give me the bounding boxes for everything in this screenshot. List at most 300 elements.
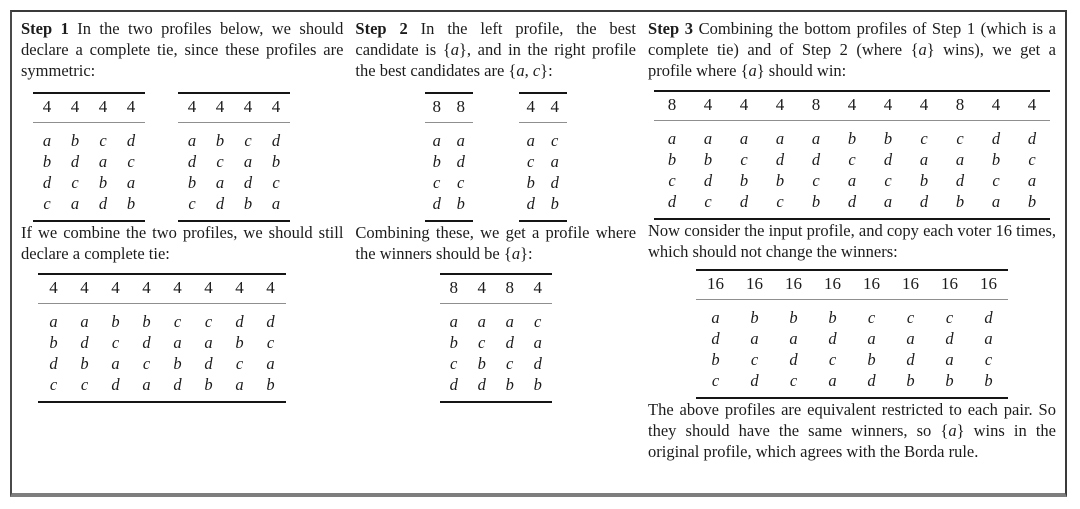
voter-count-cell: 8: [449, 93, 473, 123]
profile-table: [38, 273, 286, 403]
candidate-cell: a: [243, 151, 253, 171]
step3-copy-paragraph: [648, 220, 1056, 262]
voter-count-cell: 4: [519, 93, 543, 123]
voter-count-cell: 4: [89, 93, 117, 123]
candidate-cell: c: [551, 130, 559, 150]
candidate-cell: a: [667, 128, 677, 148]
voter-count-cell: 4: [61, 93, 89, 123]
candidate-cell: b: [847, 128, 857, 148]
voter-count-cell: 16: [969, 270, 1008, 300]
candidate-cell: b: [984, 370, 993, 390]
step3-input-profile-table-wrap: [648, 269, 1056, 399]
candidate-cell: d: [945, 328, 954, 348]
text-run: a: [516, 61, 525, 80]
candidate-cell: d: [711, 328, 720, 348]
voter-count-cell: 16: [735, 270, 774, 300]
candidate-cell: d: [215, 193, 225, 213]
candidate-cell: b: [477, 353, 486, 373]
text-run: {: [503, 244, 512, 263]
voter-count-cell: 4: [690, 91, 726, 121]
candidate-cell: d: [142, 332, 151, 352]
candidate-cell: a: [432, 130, 441, 150]
preference-row: [440, 304, 552, 333]
candidate-cell: c: [506, 353, 514, 373]
candidate-cell: c: [704, 191, 712, 211]
preference-row: [425, 193, 473, 221]
text-run: }, and in the right profile the best candidates are: [355, 40, 637, 80]
candidate-cell: c: [244, 130, 252, 150]
preference-row: [696, 349, 1008, 370]
candidate-cell: a: [111, 353, 120, 373]
voter-count-cell: 8: [425, 93, 449, 123]
text-run: Step 2: [355, 19, 408, 38]
text-run: {: [442, 40, 451, 59]
candidate-cell: d: [477, 374, 486, 394]
candidate-cell: c: [984, 349, 993, 369]
candidate-cell: c: [1028, 149, 1036, 169]
candidate-cell: c: [216, 151, 224, 171]
candidate-cell: b: [215, 130, 225, 150]
voter-count-cell: 8: [798, 91, 834, 121]
text-run: a: [748, 61, 757, 80]
candidate-cell: a: [204, 332, 213, 352]
preference-row: [38, 332, 286, 353]
text-run: Step 3: [648, 19, 694, 38]
preference-row: [425, 123, 473, 152]
profile-table: [654, 90, 1050, 220]
candidate-cell: c: [173, 311, 182, 331]
preference-row: [425, 172, 473, 193]
candidate-cell: b: [235, 332, 244, 352]
candidate-cell: b: [126, 193, 136, 213]
text-run: a: [450, 40, 459, 59]
profile-table: [440, 273, 552, 403]
candidate-cell: b: [739, 170, 749, 190]
text-run: a: [918, 40, 927, 59]
candidate-cell: a: [456, 130, 465, 150]
text-run: {: [940, 421, 949, 440]
candidate-cell: d: [775, 149, 785, 169]
candidate-cell: a: [49, 311, 58, 331]
candidate-cell: b: [526, 172, 535, 192]
candidate-cell: b: [271, 151, 281, 171]
candidate-cell: b: [991, 149, 1001, 169]
candidate-cell: a: [187, 130, 197, 150]
candidate-cell: c: [127, 151, 135, 171]
candidate-cell: d: [266, 311, 275, 331]
candidate-cell: c: [750, 349, 759, 369]
candidate-cell: c: [450, 353, 458, 373]
candidate-cell: a: [215, 172, 225, 192]
candidate-cell: a: [449, 311, 458, 331]
candidate-cell: c: [828, 349, 837, 369]
step2-profile-table-right: [519, 92, 567, 222]
candidate-cell: d: [1027, 128, 1037, 148]
step2-column: [355, 18, 636, 462]
voter-count-cell: 4: [978, 91, 1014, 121]
candidate-cell: a: [173, 332, 182, 352]
candidate-cell: a: [711, 307, 720, 327]
candidate-cell: a: [126, 172, 136, 192]
preference-row: [178, 151, 290, 172]
candidate-cell: c: [534, 311, 542, 331]
text-run: Now consider the input profile, and copy each voter 16 times, which should not change the winners:: [648, 221, 1056, 261]
candidate-cell: c: [956, 128, 964, 148]
preference-row: [519, 193, 567, 221]
preference-row: [696, 370, 1008, 398]
candidate-cell: b: [533, 374, 542, 394]
text-run: a: [511, 244, 521, 263]
voter-count-cell: 4: [69, 274, 100, 304]
text-run: } wins), we get a profile where: [648, 40, 1056, 80]
candidate-cell: d: [828, 328, 837, 348]
candidate-cell: d: [789, 349, 798, 369]
profile-table: [696, 269, 1008, 399]
candidate-cell: d: [187, 151, 197, 171]
candidate-cell: d: [456, 151, 465, 171]
candidate-cell: b: [550, 193, 559, 213]
candidate-cell: d: [739, 191, 749, 211]
preference-row: [178, 193, 290, 221]
candidate-cell: d: [70, 151, 80, 171]
candidate-cell: a: [919, 149, 929, 169]
candidate-cell: b: [204, 374, 213, 394]
voter-count-cell: 4: [468, 274, 496, 304]
voter-count-cell: 16: [891, 270, 930, 300]
candidate-cell: a: [477, 311, 486, 331]
candidate-cell: d: [49, 353, 58, 373]
candidate-cell: d: [984, 307, 993, 327]
candidate-cell: c: [433, 172, 441, 192]
candidate-cell: c: [992, 170, 1000, 190]
candidate-cell: b: [187, 172, 197, 192]
candidate-cell: c: [80, 374, 89, 394]
profile-table: [33, 92, 145, 222]
voter-count-cell: 4: [131, 274, 162, 304]
voter-count-cell: 8: [942, 91, 978, 121]
preference-row: [178, 123, 290, 152]
step3-combined-table: [654, 90, 1050, 220]
candidate-cell: d: [449, 374, 458, 394]
candidate-cell: b: [266, 374, 275, 394]
candidate-cell: a: [550, 151, 559, 171]
voter-count-cell: 4: [224, 274, 255, 304]
voter-count-cell: 8: [440, 274, 468, 304]
candidate-cell: d: [80, 332, 89, 352]
preference-row: [440, 374, 552, 402]
preference-row: [696, 300, 1008, 329]
candidate-cell: a: [955, 149, 965, 169]
candidate-cell: c: [906, 307, 915, 327]
step1-column: [21, 18, 343, 462]
candidate-cell: d: [906, 349, 915, 369]
step2-profile-table-left: [425, 92, 473, 222]
candidate-cell: d: [432, 193, 441, 213]
text-run: In the left profile, the best candidate is: [355, 19, 637, 59]
figure-frame: [10, 10, 1067, 497]
voter-count-cell: 4: [234, 93, 262, 123]
voter-count-cell: 8: [496, 274, 524, 304]
candidate-cell: d: [919, 191, 929, 211]
voter-count-cell: 4: [178, 93, 206, 123]
candidate-cell: d: [204, 353, 213, 373]
preference-row: [696, 328, 1008, 349]
candidate-cell: d: [505, 332, 514, 352]
text-run: {: [508, 61, 517, 80]
step1-intro-paragraph: [21, 18, 343, 81]
profile-table: [425, 92, 473, 222]
text-run: }:: [520, 244, 533, 263]
candidate-cell: c: [272, 172, 280, 192]
candidate-cell: d: [533, 353, 542, 373]
candidate-cell: c: [142, 353, 151, 373]
step3-column: [648, 18, 1056, 462]
voter-count-cell: 4: [193, 274, 224, 304]
text-run: a: [948, 421, 957, 440]
step1-combine-paragraph: [21, 222, 343, 264]
candidate-cell: c: [71, 172, 79, 192]
voter-count-cell: 4: [524, 274, 552, 304]
candidate-cell: b: [750, 307, 759, 327]
step2-intro-paragraph: [355, 18, 636, 81]
candidate-cell: d: [98, 193, 108, 213]
candidate-cell: a: [867, 328, 876, 348]
candidate-cell: c: [945, 307, 954, 327]
candidate-cell: b: [789, 307, 798, 327]
preference-row: [654, 191, 1050, 219]
preference-row: [33, 151, 145, 172]
candidate-cell: a: [505, 311, 514, 331]
voter-count-cell: 4: [870, 91, 906, 121]
candidate-cell: a: [984, 328, 993, 348]
text-run: }:: [540, 61, 553, 80]
candidate-cell: c: [740, 149, 748, 169]
preference-row: [33, 172, 145, 193]
candidate-cell: d: [867, 370, 876, 390]
candidate-cell: c: [848, 149, 856, 169]
candidate-cell: a: [526, 130, 535, 150]
candidate-cell: d: [526, 193, 535, 213]
profile-table: [519, 92, 567, 222]
candidate-cell: a: [883, 191, 893, 211]
text-run: Combining the bottom profiles of Step 1 (which is a complete tie) and of Step 2 (where: [648, 19, 1057, 59]
candidate-cell: b: [867, 349, 876, 369]
candidate-cell: b: [667, 149, 677, 169]
candidate-cell: d: [811, 149, 821, 169]
candidate-cell: b: [828, 307, 837, 327]
step2-combine-paragraph: [355, 222, 636, 264]
candidate-cell: c: [188, 193, 196, 213]
candidate-cell: b: [505, 374, 514, 394]
voter-count-cell: 4: [543, 93, 567, 123]
candidate-cell: b: [42, 151, 52, 171]
preference-row: [33, 123, 145, 152]
preference-row: [440, 353, 552, 374]
candidate-cell: c: [478, 332, 486, 352]
voter-count-cell: 4: [262, 93, 290, 123]
voter-count-cell: 4: [100, 274, 131, 304]
candidate-cell: b: [919, 170, 929, 190]
candidate-cell: d: [847, 191, 857, 211]
candidate-cell: a: [271, 193, 281, 213]
candidate-cell: a: [98, 151, 108, 171]
step1-profile-table-right: [178, 92, 290, 222]
candidate-cell: a: [847, 170, 857, 190]
text-run: } should win:: [756, 61, 847, 80]
text-run: {: [910, 40, 919, 59]
voter-count-cell: 16: [813, 270, 852, 300]
candidate-cell: b: [906, 370, 915, 390]
voter-count-cell: 8: [654, 91, 690, 121]
preference-row: [38, 374, 286, 402]
candidate-cell: c: [235, 353, 244, 373]
figure-columns: [12, 12, 1065, 468]
candidate-cell: a: [775, 128, 785, 148]
preference-row: [440, 332, 552, 353]
profile-table: [178, 92, 290, 222]
voter-count-cell: 4: [1014, 91, 1050, 121]
preference-row: [519, 172, 567, 193]
candidate-cell: b: [945, 370, 954, 390]
text-run: Combining these, we get a profile where the winners should be: [355, 223, 637, 263]
candidate-cell: d: [235, 311, 244, 331]
voter-count-cell: 4: [38, 274, 69, 304]
candidate-cell: b: [98, 172, 108, 192]
voter-count-cell: 4: [906, 91, 942, 121]
candidate-cell: b: [432, 151, 441, 171]
candidate-cell: a: [70, 193, 80, 213]
voter-count-cell: 4: [162, 274, 193, 304]
candidate-cell: a: [533, 332, 542, 352]
candidate-cell: d: [955, 170, 965, 190]
preference-row: [178, 172, 290, 193]
candidate-cell: a: [991, 191, 1001, 211]
candidate-cell: a: [266, 353, 275, 373]
candidate-cell: b: [955, 191, 965, 211]
candidate-cell: a: [739, 128, 749, 148]
step2-combined-table-wrap: [355, 273, 636, 403]
candidate-cell: c: [111, 332, 120, 352]
step3-input-profile-table: [696, 269, 1008, 399]
candidate-cell: d: [703, 170, 713, 190]
candidate-cell: c: [920, 128, 928, 148]
candidate-cell: a: [42, 130, 52, 150]
candidate-cell: c: [812, 170, 820, 190]
step2-combined-table: [440, 273, 552, 403]
candidate-cell: a: [703, 128, 713, 148]
candidate-cell: d: [991, 128, 1001, 148]
candidate-cell: d: [126, 130, 136, 150]
candidate-cell: d: [883, 149, 893, 169]
candidate-cell: b: [111, 311, 120, 331]
step2-profile-tables: [355, 92, 636, 222]
text-run: If we combine the two profiles, we should still declare a complete tie:: [21, 223, 344, 263]
preference-row: [38, 304, 286, 333]
preference-row: [33, 193, 145, 221]
candidate-cell: a: [750, 328, 759, 348]
step3-intro-paragraph: [648, 18, 1056, 81]
candidate-cell: b: [70, 130, 80, 150]
preference-row: [654, 149, 1050, 170]
candidate-cell: d: [243, 172, 253, 192]
candidate-cell: b: [173, 353, 182, 373]
candidate-cell: a: [1027, 170, 1037, 190]
candidate-cell: b: [811, 191, 821, 211]
preference-row: [425, 151, 473, 172]
candidate-cell: b: [703, 149, 713, 169]
voter-count-cell: 4: [206, 93, 234, 123]
candidate-cell: c: [49, 374, 58, 394]
candidate-cell: a: [142, 374, 151, 394]
candidate-cell: c: [204, 311, 213, 331]
candidate-cell: a: [945, 349, 954, 369]
preference-row: [654, 170, 1050, 191]
text-run: ,: [524, 61, 533, 80]
candidate-cell: b: [711, 349, 720, 369]
candidate-cell: c: [266, 332, 275, 352]
text-run: The above profiles are equivalent restricted to each pair. So they should have the same winners, so: [648, 400, 1056, 440]
candidate-cell: b: [142, 311, 151, 331]
voter-count-cell: 16: [696, 270, 735, 300]
step1-combined-table: [38, 273, 343, 403]
text-run: c: [532, 61, 541, 80]
step1-profile-table-left: [33, 92, 145, 222]
text-run: } wins in the original profile, which agrees with the Borda rule.: [648, 421, 1056, 461]
candidate-cell: c: [99, 130, 107, 150]
candidate-cell: b: [49, 332, 58, 352]
voter-count-cell: 4: [117, 93, 145, 123]
voter-count-cell: 4: [255, 274, 286, 304]
candidate-cell: c: [867, 307, 876, 327]
candidate-cell: b: [775, 170, 785, 190]
candidate-cell: d: [173, 374, 182, 394]
step3-outro-paragraph: [648, 399, 1056, 462]
candidate-cell: a: [80, 311, 89, 331]
preference-row: [519, 123, 567, 152]
text-run: In the two profiles below, we should declare a complete tie, since these profiles are symmetric:: [21, 19, 344, 80]
voter-count-cell: 16: [930, 270, 969, 300]
candidate-cell: c: [711, 370, 720, 390]
preference-row: [519, 151, 567, 172]
candidate-cell: c: [776, 191, 784, 211]
candidate-cell: d: [750, 370, 759, 390]
candidate-cell: b: [456, 193, 465, 213]
candidate-cell: c: [789, 370, 798, 390]
candidate-cell: a: [906, 328, 915, 348]
voter-count-cell: 4: [834, 91, 870, 121]
candidate-cell: c: [884, 170, 892, 190]
step3-combined-table-wrap: [648, 90, 1056, 220]
candidate-cell: d: [111, 374, 120, 394]
candidate-cell: d: [271, 130, 281, 150]
candidate-cell: b: [883, 128, 893, 148]
candidate-cell: d: [667, 191, 677, 211]
voter-count-cell: 16: [852, 270, 891, 300]
candidate-cell: a: [811, 128, 821, 148]
candidate-cell: b: [1027, 191, 1037, 211]
voter-count-cell: 4: [762, 91, 798, 121]
candidate-cell: a: [828, 370, 837, 390]
candidate-cell: d: [550, 172, 559, 192]
candidate-cell: b: [243, 193, 253, 213]
voter-count-cell: 4: [726, 91, 762, 121]
preference-row: [654, 121, 1050, 150]
candidate-cell: c: [457, 172, 465, 192]
candidate-cell: c: [527, 151, 535, 171]
candidate-cell: c: [43, 193, 51, 213]
step1-profile-tables: [33, 92, 343, 222]
candidate-cell: b: [449, 332, 458, 352]
